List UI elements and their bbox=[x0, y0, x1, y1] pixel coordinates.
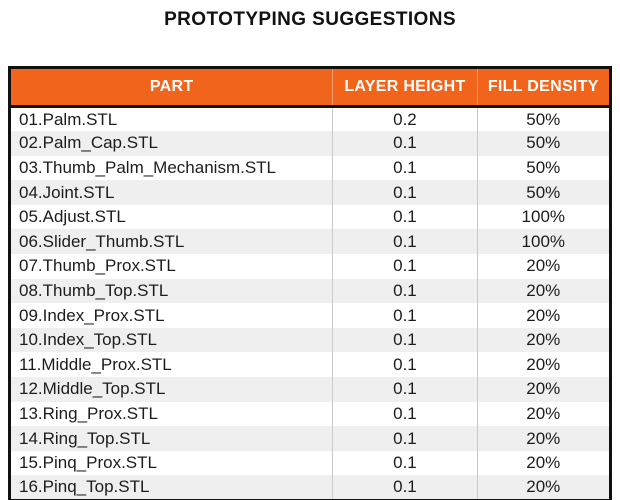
fill-density-cell: 20% bbox=[477, 328, 610, 353]
table-body bbox=[10, 107, 611, 500]
fill-density-cell: 50% bbox=[477, 131, 610, 156]
layer-height-cell: 0.1 bbox=[333, 402, 477, 427]
table-row bbox=[10, 131, 611, 156]
table-row bbox=[10, 426, 611, 451]
column-header-fill-density: FILL DENSITY bbox=[477, 68, 610, 107]
table-row bbox=[10, 229, 611, 254]
fill-density-cell: 20% bbox=[477, 426, 610, 451]
fill-density-cell: 20% bbox=[477, 402, 610, 427]
layer-height-cell: 0.1 bbox=[333, 131, 477, 156]
fill-density-cell: 20% bbox=[477, 475, 610, 500]
layer-height-cell: 0.1 bbox=[333, 156, 477, 181]
part-cell: 10.Index_Top.STL bbox=[19, 330, 157, 350]
table-row bbox=[10, 279, 611, 304]
part-cell: 03.Thumb_Palm_Mechanism.STL bbox=[19, 157, 277, 177]
layer-height-cell: 0.1 bbox=[333, 426, 477, 451]
layer-height-cell: 0.1 bbox=[333, 205, 477, 230]
part-cell: 12.Middle_Top.STL bbox=[19, 379, 166, 399]
part-cell: 13.Ring_Prox.STL bbox=[19, 403, 158, 423]
layer-height-cell: 0.1 bbox=[333, 229, 477, 254]
fill-density-cell: 20% bbox=[477, 303, 610, 328]
table-row bbox=[10, 254, 611, 279]
document-page bbox=[0, 9, 620, 500]
fill-density-cell: 50% bbox=[477, 180, 610, 205]
table-row bbox=[10, 205, 611, 230]
part-cell: 04.Joint.STL bbox=[19, 182, 115, 202]
table-row bbox=[10, 180, 611, 205]
table-row bbox=[10, 475, 611, 500]
table-row bbox=[10, 107, 611, 132]
table-row bbox=[10, 402, 611, 427]
fill-density-cell: 20% bbox=[477, 254, 610, 279]
page-title: PROTOTYPING SUGGESTIONS bbox=[164, 9, 456, 30]
layer-height-cell: 0.1 bbox=[333, 451, 477, 476]
part-cell: 14.Ring_Top.STL bbox=[19, 428, 151, 448]
layer-height-cell: 0.1 bbox=[333, 328, 477, 353]
layer-height-cell: 0.1 bbox=[333, 303, 477, 328]
table-header bbox=[10, 68, 611, 107]
layer-height-cell: 0.1 bbox=[333, 352, 477, 377]
part-cell: 05.Adjust.STL bbox=[19, 207, 126, 227]
part-cell: 15.Pinq_Prox.STL bbox=[19, 453, 157, 473]
table-row bbox=[10, 377, 611, 402]
layer-height-cell: 0.1 bbox=[333, 254, 477, 279]
layer-height-cell: 0.1 bbox=[333, 180, 477, 205]
fill-density-cell: 100% bbox=[477, 205, 610, 230]
part-cell: 11.Middle_Prox.STL bbox=[19, 354, 172, 374]
fill-density-cell: 50% bbox=[477, 107, 610, 132]
part-cell: 02.Palm_Cap.STL bbox=[19, 133, 158, 153]
part-cell: 09.Index_Prox.STL bbox=[19, 305, 165, 325]
fill-density-cell: 20% bbox=[477, 377, 610, 402]
table-row bbox=[10, 303, 611, 328]
table-row bbox=[10, 451, 611, 476]
part-cell: 08.Thumb_Top.STL bbox=[19, 280, 169, 300]
part-cell: 01.Palm.STL bbox=[19, 109, 118, 129]
part-cell: 07.Thumb_Prox.STL bbox=[19, 256, 176, 276]
header-row bbox=[10, 68, 611, 107]
table-row bbox=[10, 328, 611, 353]
fill-density-cell: 20% bbox=[477, 352, 610, 377]
fill-density-cell: 50% bbox=[477, 156, 610, 181]
column-header-part: PART bbox=[10, 68, 333, 107]
table-row bbox=[10, 352, 611, 377]
fill-density-cell: 20% bbox=[477, 279, 610, 304]
column-header-layer-height: LAYER HEIGHT bbox=[333, 68, 477, 107]
part-cell: 16.Pinq_Top.STL bbox=[19, 476, 150, 496]
layer-height-cell: 0.2 bbox=[333, 107, 477, 132]
fill-density-cell: 20% bbox=[477, 451, 610, 476]
layer-height-cell: 0.1 bbox=[333, 279, 477, 304]
prototyping-table bbox=[8, 66, 612, 500]
table-row bbox=[10, 156, 611, 181]
fill-density-cell: 100% bbox=[477, 229, 610, 254]
layer-height-cell: 0.1 bbox=[333, 475, 477, 500]
layer-height-cell: 0.1 bbox=[333, 377, 477, 402]
part-cell: 06.Slider_Thumb.STL bbox=[19, 231, 185, 251]
